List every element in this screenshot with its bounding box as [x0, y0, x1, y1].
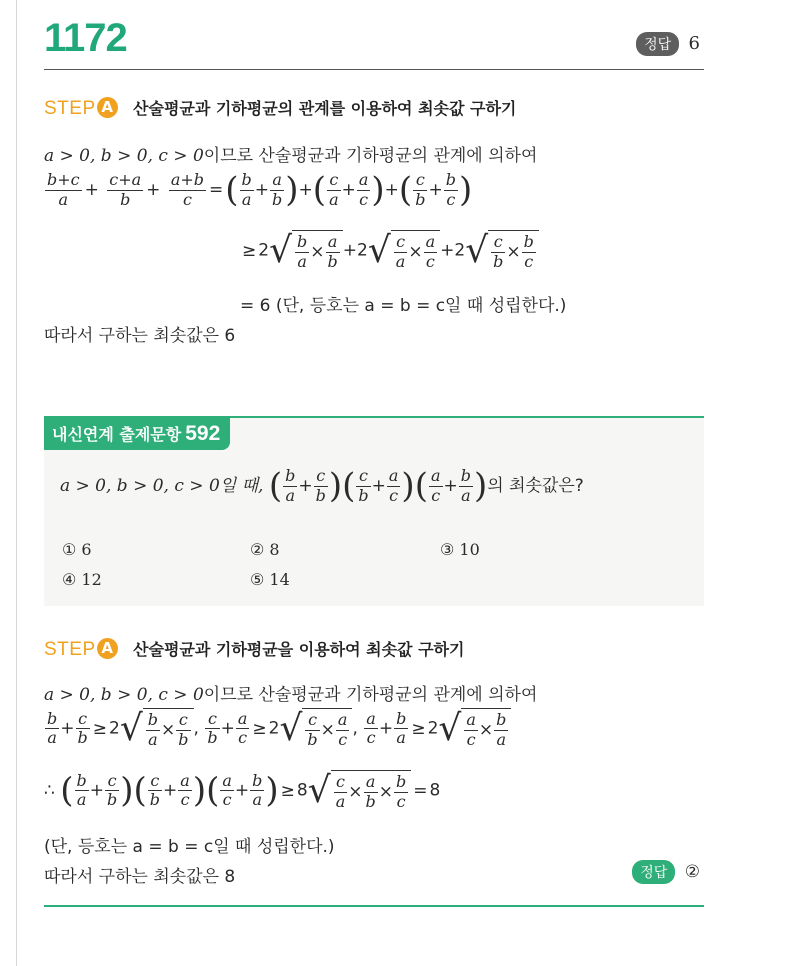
choice-2[interactable]: ② 8 [250, 540, 280, 559]
answer-badge: 정답 [632, 860, 675, 884]
answer-value: ② [684, 862, 700, 882]
choice-3[interactable]: ③ 10 [440, 540, 480, 559]
step-title: 산술평균과 기하평균의 관계를 이용하여 최솟값 구하기 [133, 99, 517, 118]
answer-bottom [632, 860, 700, 884]
answer-value: 6 [688, 33, 700, 54]
header-divider [44, 69, 704, 70]
condition-math: a > 0, b > 0, c > 0 [44, 685, 204, 705]
inequalities-row: $\frac{b}{a}$ + $\frac{c}{b}$ ≥ 2√ $\frac{b}{a}$ × $\frac{c}{b}$ , $\frac{c}{b}$ + $\frac{a}{c}$ ≥ 2√ $\frac{c}{b}$ × $\frac{a}{c}$ , $\frac{a}{c}$ + $\frac{b}{a}$ ≥ 2√ $\frac{a}{c}$ × $\frac{b}{a}$ [44, 708, 511, 749]
equality-note: = 6 (단, 등호는 a = b = c일 때 성립한다.) [240, 296, 567, 316]
question-suffix: 의 최솟값은? [487, 476, 584, 496]
step-letter-badge: A [97, 638, 118, 659]
step-a-line1 [44, 141, 537, 166]
therefore-row: ∴ ( $\frac{b}{a}$ + $\frac{c}{b}$ )( $\frac{c}{b}$ + $\frac{a}{c}$ )( $\frac{a}{c}$ + $\frac{b}{a}$ ) ≥ 8√ $\frac{c}{a}$ × $\frac{a}{b}$ × $\frac{b}{c}$ = 8 [44, 770, 441, 811]
conclusion-b: 따라서 구하는 최솟값은 8 [44, 867, 236, 887]
linked-tag-label: 내신연계 출제문항 [52, 425, 182, 444]
step-title: 산술평균과 기하평균을 이용하여 최솟값 구하기 [133, 640, 465, 659]
linked-tag-number: 592 [185, 422, 221, 445]
step-label: STEP [44, 98, 96, 119]
choice-5[interactable]: ⑤ 14 [250, 570, 290, 589]
step-letter-badge: A [97, 97, 118, 118]
page-margin-line [16, 0, 17, 966]
step-a-header [44, 96, 516, 120]
condition-text: 이므로 산술평균과 기하평균의 관계에 의하여 [203, 685, 538, 705]
condition-text: 이므로 산술평균과 기하평균의 관계에 의하여 [203, 146, 538, 166]
linked-question: a > 0, b > 0, c > 0일 때, ( $\frac{b}{a}$ + $\frac{c}{b}$ )( $\frac{c}{b}$ + $\frac{a}{c}$ )( $\frac{a}{c}$ + $\frac{b}{a}$ )의 최솟값은? [60, 466, 584, 506]
linked-tag [44, 418, 230, 450]
step-b-line1 [44, 680, 537, 705]
footer-divider [44, 905, 704, 907]
equation-row-1: $\frac{b+c}{a}$ + $\frac{c+a}{b}$ + $\frac{a+b}{c}$ =( $\frac{b}{a}$ + $\frac{a}{b}$ )+( $\frac{c}{a}$ + $\frac{a}{c}$ )+( $\frac{c}{b}$ + $\frac{b}{c}$ ) [47, 170, 473, 210]
step-b-header [44, 637, 464, 661]
answer-top [636, 32, 700, 56]
conclusion-a: 따라서 구하는 최솟값은 6 [44, 326, 236, 346]
equality-note-b: (단, 등호는 a = b = c일 때 성립한다.) [44, 837, 335, 857]
step-label: STEP [44, 639, 96, 660]
condition-math: a > 0, b > 0, c > 0 [44, 146, 204, 166]
problem-number: 1172 [44, 16, 127, 60]
equation-row-2: ≥ 2√ $\frac{b}{a}$ × $\frac{a}{b}$ +2√ $\frac{c}{a}$ × $\frac{a}{c}$ +2√ $\frac{c}{b}$ × $\frac{b}{c}$ [240, 230, 539, 271]
answer-badge: 정답 [636, 32, 679, 56]
question-prefix: a > 0, b > 0, c > 0일 때, [60, 476, 264, 496]
choice-1[interactable]: ① 6 [62, 540, 92, 559]
choice-4[interactable]: ④ 12 [62, 570, 102, 589]
